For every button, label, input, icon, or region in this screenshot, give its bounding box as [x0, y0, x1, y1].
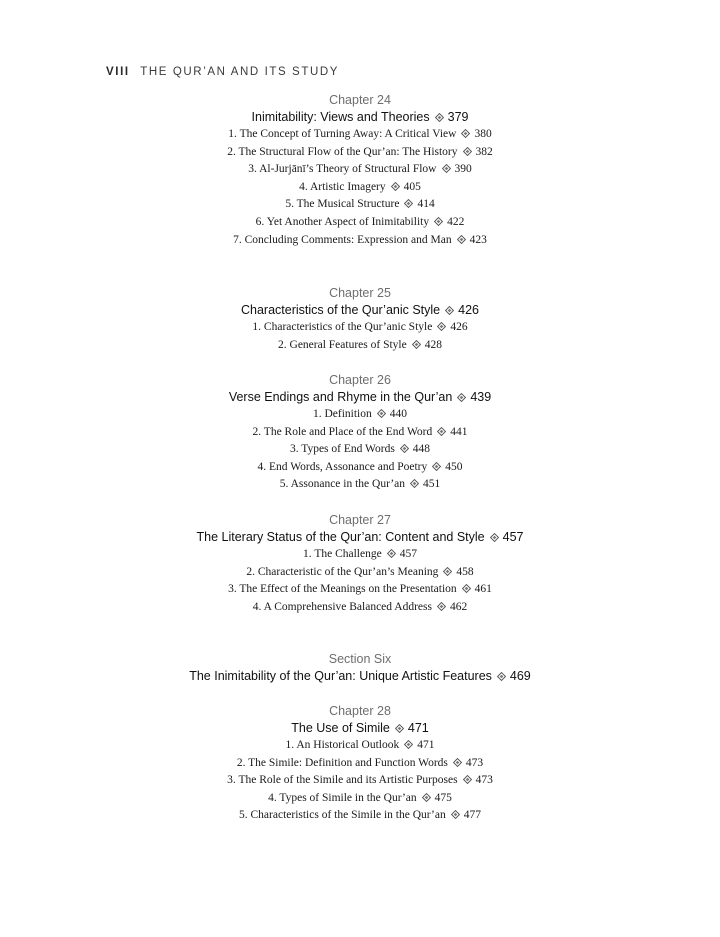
entry-title: 2. The Role and Place of the End Word: [252, 425, 433, 438]
chapter-title: The Literary Status of the Qur’an: Content and Style: [196, 530, 485, 544]
toc-entry[interactable]: [0, 755, 720, 773]
toc-entry[interactable]: [0, 214, 720, 232]
entry-title: 4. End Words, Assonance and Poetry: [257, 460, 428, 473]
entry-title: 1. Characteristics of the Qur’anic Style: [252, 321, 433, 333]
chapter-title-line[interactable]: [0, 388, 720, 406]
entry-title: 3. Al-Jurjānī’s Theory of Structural Flow: [248, 163, 437, 176]
running-head-title: THE QUR’AN AND ITS STUDY: [140, 66, 340, 78]
diamond-ornament-icon: [497, 672, 506, 681]
toc-entry[interactable]: [0, 144, 720, 162]
toc-entry[interactable]: [0, 737, 720, 755]
chapter-page-number: 471: [407, 721, 429, 735]
toc-entry[interactable]: [0, 441, 720, 459]
entry-title: 1. The Concept of Turning Away: A Critical View: [228, 128, 457, 140]
diamond-ornament-icon: [435, 113, 444, 122]
diamond-ornament-icon: [400, 444, 409, 453]
entry-page-number: 471: [417, 739, 435, 751]
diamond-ornament-icon: [404, 740, 413, 749]
chapter-title: Inimitability: Views and Theories: [251, 110, 430, 124]
entry-page-number: 457: [399, 548, 417, 560]
toc-entry[interactable]: [0, 581, 720, 599]
chapter-label: Section Six: [328, 652, 392, 666]
toc-entry[interactable]: [0, 546, 720, 564]
diamond-ornament-icon: [434, 217, 443, 226]
entry-page-number: 390: [454, 163, 472, 176]
entry-page-number: 414: [417, 198, 435, 211]
toc-entry[interactable]: [0, 337, 720, 355]
chapter-page-number: 469: [509, 669, 531, 683]
chapter-label: Chapter 27: [329, 513, 391, 527]
toc-entry[interactable]: [0, 319, 720, 337]
diamond-ornament-icon: [461, 129, 470, 138]
toc-entry[interactable]: [0, 161, 720, 179]
entry-page-number: 382: [475, 145, 493, 158]
chapter-title-line[interactable]: [0, 719, 720, 737]
diamond-ornament-icon: [453, 758, 462, 767]
entry-page-number: 441: [450, 425, 468, 438]
diamond-ornament-icon: [442, 164, 451, 173]
toc-entry[interactable]: [0, 424, 720, 442]
toc-entry[interactable]: [0, 790, 720, 808]
toc-entry[interactable]: [0, 196, 720, 214]
entry-title: 2. The Structural Flow of the Qur’an: The History: [227, 145, 458, 158]
entry-title: 2. General Features of Style: [278, 338, 407, 351]
diamond-ornament-icon: [445, 306, 454, 315]
diamond-ornament-icon: [412, 340, 421, 349]
chapter-title-line[interactable]: [0, 301, 720, 319]
toc-chapter: [0, 92, 720, 249]
entry-title: 5. Characteristics of the Simile in the Qur’an: [239, 809, 446, 822]
entry-title: 7. Concluding Comments: Expression and Man: [233, 233, 452, 246]
entry-page-number: 473: [475, 774, 493, 787]
entry-title: 1. An Historical Outlook: [285, 739, 400, 751]
entry-page-number: 423: [469, 233, 487, 246]
chapter-label: Chapter 26: [329, 373, 391, 387]
entry-title: 4. A Comprehensive Balanced Address: [252, 600, 432, 613]
chapter-title: Verse Endings and Rhyme in the Qur’an: [228, 390, 453, 404]
toc-entry[interactable]: [0, 126, 720, 144]
toc-entry[interactable]: [0, 406, 720, 424]
entry-title: 1. Definition: [312, 408, 372, 420]
entry-page-number: 440: [389, 408, 408, 420]
diamond-ornament-icon: [437, 322, 446, 331]
running-head: [106, 66, 339, 78]
toc-entry[interactable]: [0, 599, 720, 617]
entry-title: 3. Types of End Words: [289, 443, 395, 456]
toc-section: [0, 651, 720, 685]
chapter-title-line[interactable]: [0, 108, 720, 126]
diamond-ornament-icon: [432, 462, 441, 471]
toc-entry[interactable]: [0, 807, 720, 825]
diamond-ornament-icon: [451, 810, 460, 819]
diamond-ornament-icon: [404, 199, 413, 208]
chapter-label: Chapter 25: [329, 286, 391, 300]
entry-title: 6. Yet Another Aspect of Inimitability: [255, 215, 430, 228]
entry-title: 4. Artistic Imagery: [299, 180, 386, 193]
diamond-ornament-icon: [457, 235, 466, 244]
chapter-title: Characteristics of the Qur’anic Style: [240, 303, 441, 317]
chapter-title-line[interactable]: [0, 667, 720, 685]
entry-page-number: 462: [449, 600, 468, 613]
chapter-title: The Inimitability of the Qur’an: Unique Artistic Features: [189, 669, 492, 683]
toc-entry[interactable]: [0, 476, 720, 494]
toc-entry[interactable]: [0, 564, 720, 582]
toc-entry[interactable]: [0, 772, 720, 790]
diamond-ornament-icon: [437, 427, 446, 436]
entry-title: 3. The Role of the Simile and its Artistic Purposes: [227, 774, 458, 787]
chapter-page-number: 426: [458, 303, 479, 317]
entry-title: 3. The Effect of the Meanings on the Presentation: [228, 583, 457, 596]
diamond-ornament-icon: [490, 533, 499, 542]
entry-page-number: 473: [465, 756, 484, 769]
entry-page-number: 477: [463, 809, 481, 822]
chapter-label: Chapter 24: [329, 93, 391, 107]
entry-title: 5. Assonance in the Qur’an: [279, 478, 406, 491]
chapter-label: Chapter 28: [329, 704, 391, 718]
diamond-ornament-icon: [443, 567, 452, 576]
entry-page-number: 428: [424, 338, 442, 351]
diamond-ornament-icon: [410, 479, 419, 488]
toc-entry[interactable]: [0, 459, 720, 477]
page-folio: VIII: [106, 66, 130, 78]
diamond-ornament-icon: [422, 793, 431, 802]
chapter-page-number: 439: [470, 390, 492, 404]
diamond-ornament-icon: [463, 775, 472, 784]
diamond-ornament-icon: [391, 182, 400, 191]
chapter-page-number: 379: [447, 110, 469, 124]
diamond-ornament-icon: [395, 724, 404, 733]
diamond-ornament-icon: [377, 409, 386, 418]
diamond-ornament-icon: [463, 147, 472, 156]
diamond-ornament-icon: [457, 393, 466, 402]
diamond-ornament-icon: [437, 602, 446, 611]
entry-title: 2. Characteristic of the Qur’an’s Meaning: [246, 565, 439, 578]
diamond-ornament-icon: [462, 584, 471, 593]
entry-page-number: 475: [434, 791, 452, 804]
toc-entry[interactable]: [0, 232, 720, 250]
entry-title: 1. The Challenge: [303, 548, 382, 560]
toc-entry[interactable]: [0, 179, 720, 197]
entry-page-number: 451: [423, 478, 441, 491]
toc-chapter: [0, 703, 720, 825]
entry-page-number: 422: [447, 215, 465, 228]
diamond-ornament-icon: [387, 549, 396, 558]
entry-page-number: 405: [403, 180, 421, 193]
chapter-title-line[interactable]: [0, 528, 720, 546]
entry-page-number: 448: [412, 443, 431, 456]
chapter-title: The Use of Simile: [291, 721, 390, 735]
entry-page-number: 458: [456, 565, 474, 578]
entry-title: 2. The Simile: Definition and Function Words: [236, 756, 448, 769]
chapter-page-number: 457: [502, 530, 524, 544]
entry-page-number: 426: [450, 321, 468, 333]
entry-page-number: 461: [474, 583, 492, 596]
toc-chapter: [0, 372, 720, 494]
entry-page-number: 450: [445, 460, 463, 473]
entry-page-number: 380: [474, 128, 492, 140]
entry-title: 5. The Musical Structure: [285, 198, 400, 211]
toc-chapter: [0, 512, 720, 616]
toc-chapter: [0, 285, 720, 354]
entry-title: 4. Types of Simile in the Qur’an: [268, 791, 417, 804]
